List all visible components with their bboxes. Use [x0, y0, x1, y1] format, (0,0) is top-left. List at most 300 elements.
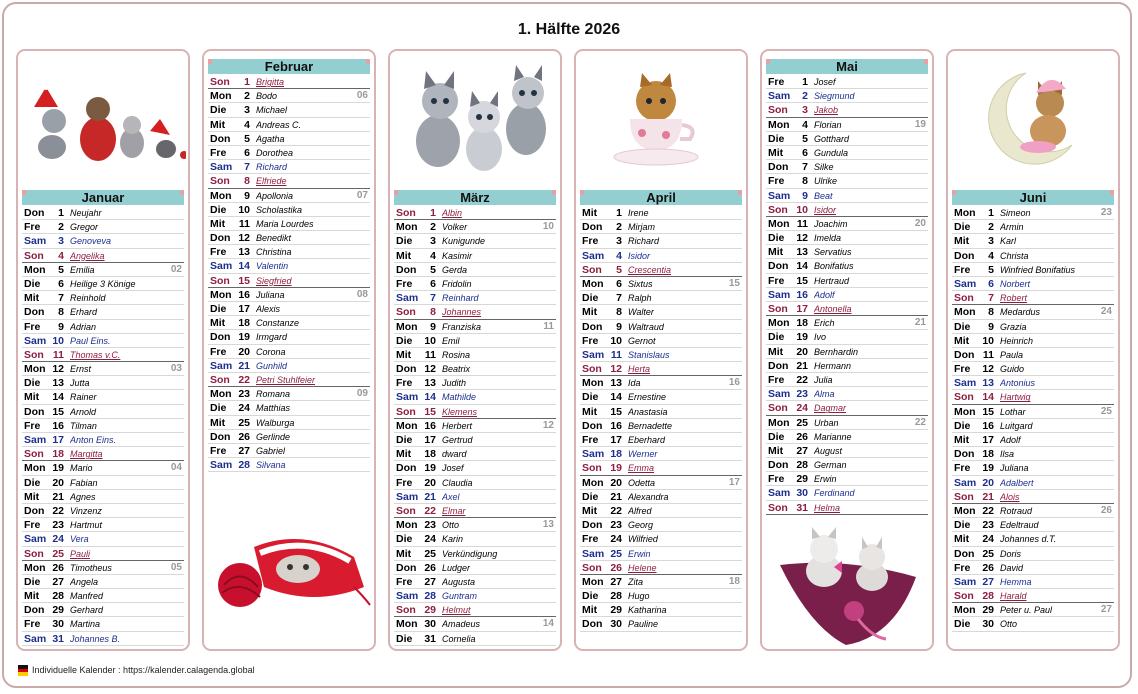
weekday-label: Sam	[768, 288, 791, 301]
day-number: 13	[982, 377, 994, 390]
name-day: Adolf	[1000, 435, 1021, 445]
weekday-label: Don	[396, 363, 417, 376]
name-day: Timotheus	[70, 562, 112, 573]
name-day: Josef	[814, 77, 836, 87]
name-day: Anton Eins.	[70, 435, 117, 445]
day-number: 25	[52, 547, 64, 560]
name-day: Amadeus	[442, 619, 481, 630]
day-row	[22, 320, 184, 334]
weekday-label: Fre	[582, 235, 599, 248]
day-row	[208, 89, 370, 103]
name-day: Gertrud	[442, 435, 473, 445]
name-day: Isidor	[628, 250, 651, 261]
weekday-label: Die	[582, 292, 599, 305]
name-day: Emilia	[70, 264, 95, 275]
weekday-label: Sam	[210, 459, 233, 472]
day-row	[580, 320, 742, 334]
weekday-label: Don	[768, 359, 789, 372]
day-number: 7	[988, 292, 994, 305]
day-number: 4	[802, 118, 808, 131]
day-number: 1	[244, 76, 250, 88]
day-number: 26	[796, 430, 808, 443]
weekday-label: Mit	[954, 235, 970, 248]
weekday-label: Don	[24, 306, 45, 319]
day-row	[208, 330, 370, 344]
name-day: Guntram	[442, 591, 478, 602]
name-day: Isidor	[814, 204, 837, 215]
day-number: 4	[244, 118, 250, 131]
day-row	[394, 518, 556, 532]
day-number: 16	[238, 288, 250, 301]
day-row	[766, 501, 928, 515]
day-row	[580, 561, 742, 575]
day-number: 23	[424, 519, 436, 532]
name-day: dward	[442, 449, 467, 460]
weekday-label: Mit	[396, 348, 412, 361]
day-row	[952, 362, 1114, 376]
name-day: Irene	[628, 208, 649, 218]
day-row	[394, 249, 556, 263]
weekday-label: Don	[768, 161, 789, 174]
day-row	[208, 174, 370, 188]
weekday-label: Die	[954, 320, 971, 333]
weekday-label: Mon	[582, 575, 604, 588]
day-number: 26	[982, 561, 994, 574]
week-number: 15	[728, 277, 740, 289]
name-day: Eberhard	[628, 435, 666, 445]
day-row	[22, 334, 184, 348]
day-number: 31	[52, 632, 64, 645]
name-day: Ernestine	[628, 392, 667, 403]
day-number: 21	[610, 490, 622, 503]
day-number: 6	[616, 277, 622, 290]
day-row	[952, 334, 1114, 348]
day-number: 8	[802, 175, 808, 188]
weekday-label: Don	[24, 604, 45, 617]
day-row	[766, 89, 928, 103]
name-day: Hemma	[1000, 576, 1032, 587]
weekday-label: Mon	[210, 90, 232, 103]
weekday-label: Mon	[954, 405, 976, 418]
name-day: Augusta	[442, 576, 476, 587]
weekday-label: Sam	[210, 359, 233, 372]
day-number: 5	[58, 263, 64, 276]
day-number: 15	[610, 405, 622, 418]
day-row	[952, 249, 1114, 263]
day-row	[394, 504, 556, 518]
weekday-label: Fre	[768, 76, 785, 88]
name-day: Gerlinde	[256, 431, 291, 442]
day-row	[208, 217, 370, 231]
day-number: 14	[424, 391, 436, 404]
name-day: Irmgard	[256, 332, 288, 343]
name-day: Gotthard	[814, 133, 850, 144]
name-day: Agatha	[256, 133, 285, 144]
day-row	[22, 447, 184, 461]
day-number: 19	[238, 331, 250, 344]
weekday-label: Mit	[954, 334, 970, 347]
day-number: 3	[802, 104, 808, 117]
day-row	[580, 390, 742, 404]
weekday-label: Fre	[396, 277, 413, 290]
day-row	[952, 348, 1114, 362]
weekday-label: Sam	[24, 434, 47, 446]
name-day: Corona	[256, 346, 286, 357]
day-row	[208, 444, 370, 458]
day-row	[766, 430, 928, 444]
day-number: 15	[796, 274, 808, 287]
name-day: Doris	[1000, 548, 1022, 559]
day-number: 24	[238, 402, 250, 415]
day-number: 26	[424, 561, 436, 574]
name-day: Rosina	[442, 349, 471, 360]
day-row	[394, 617, 556, 631]
day-number: 14	[982, 391, 994, 404]
name-day: Constanze	[256, 318, 300, 329]
name-day: Genoveva	[70, 236, 112, 247]
day-row	[952, 561, 1114, 575]
weekday-label: Fre	[582, 533, 599, 546]
name-day: Ernst	[70, 364, 92, 375]
day-number: 24	[610, 533, 622, 546]
day-number: 29	[982, 604, 994, 617]
name-day: Juliana	[256, 289, 285, 300]
name-day: Johannes d.T.	[1000, 534, 1057, 545]
week-number: 04	[170, 462, 182, 474]
day-row	[208, 103, 370, 117]
day-row	[22, 433, 184, 447]
name-day: Walter	[628, 307, 654, 318]
name-day: Peter u. Paul	[1000, 605, 1053, 616]
weekday-label: Fre	[954, 263, 971, 276]
weekday-label: Mit	[768, 345, 784, 358]
christmas-kittens-image	[24, 79, 186, 167]
day-row	[580, 461, 742, 475]
day-number: 9	[58, 320, 64, 333]
day-row	[208, 359, 370, 373]
name-day: Pauli	[70, 548, 91, 559]
weekday-label: Fre	[24, 221, 41, 234]
day-row	[208, 189, 370, 203]
name-day: Edeltraud	[1000, 520, 1039, 531]
month-column-januar	[16, 49, 190, 651]
day-row	[22, 362, 184, 376]
day-number: 8	[58, 306, 64, 319]
day-number: 19	[424, 462, 436, 475]
weekday-label: Die	[396, 334, 413, 347]
weekday-label: Die	[768, 132, 785, 145]
day-number: 6	[58, 277, 64, 290]
name-day: Andreas C.	[256, 119, 302, 130]
day-number: 30	[424, 618, 436, 631]
month-column-mai	[760, 49, 934, 651]
name-day: Claudia	[442, 477, 473, 488]
month-header-mai: Mai	[766, 59, 928, 74]
day-row	[208, 231, 370, 245]
month-column-april	[574, 49, 748, 651]
weekday-label: Mit	[24, 590, 40, 603]
day-number: 11	[610, 348, 622, 361]
name-day: Romana	[256, 389, 291, 400]
day-row	[952, 461, 1114, 475]
name-day: Florian	[814, 119, 842, 130]
day-row	[766, 401, 928, 415]
day-row	[952, 206, 1114, 220]
weekday-label: Mit	[768, 444, 784, 457]
day-row	[208, 132, 370, 146]
weekday-label: Fre	[582, 434, 599, 446]
name-day: Hugo	[628, 591, 650, 602]
weekday-label: Son	[768, 104, 788, 117]
name-day: Erich	[814, 318, 835, 329]
day-row	[952, 305, 1114, 319]
name-day: Ulrike	[814, 176, 838, 187]
name-day: Dagmar	[814, 403, 847, 414]
name-day: Crescentia	[628, 264, 672, 275]
name-day: Erwin	[814, 474, 837, 485]
name-day: Bonifatius	[814, 261, 854, 272]
day-number: 17	[610, 434, 622, 446]
day-number: 30	[982, 618, 994, 631]
weekday-label: Mon	[210, 288, 232, 301]
name-day: Julia	[814, 374, 833, 385]
day-number: 30	[796, 487, 808, 500]
day-row	[22, 561, 184, 575]
name-day: Gunhild	[256, 360, 288, 371]
weekday-label: Mit	[210, 217, 226, 230]
day-number: 28	[796, 459, 808, 472]
day-number: 24	[52, 533, 64, 546]
day-number: 23	[610, 519, 622, 532]
name-day: Lothar	[1000, 406, 1026, 417]
day-number: 4	[58, 249, 64, 262]
weekday-label: Don	[210, 430, 231, 443]
name-day: Verkündigung	[442, 548, 498, 559]
name-day: Valentin	[256, 261, 289, 272]
day-number: 23	[982, 519, 994, 532]
weekday-label: Don	[24, 504, 45, 517]
day-row	[580, 206, 742, 220]
day-number: 21	[796, 359, 808, 372]
weekday-label: Sam	[396, 292, 419, 305]
weekday-label: Fre	[24, 419, 41, 432]
day-number: 26	[238, 430, 250, 443]
weekday-label: Don	[582, 419, 603, 432]
day-row	[22, 589, 184, 603]
day-number: 10	[982, 334, 994, 347]
name-day: Vera	[70, 534, 89, 545]
day-number: 1	[616, 207, 622, 219]
weekday-label: Son	[954, 292, 974, 305]
day-number: 8	[988, 306, 994, 319]
day-row	[22, 518, 184, 532]
day-number: 18	[238, 317, 250, 330]
day-row	[22, 504, 184, 518]
day-number: 9	[616, 320, 622, 333]
footer	[18, 665, 255, 676]
weekday-label: Son	[396, 504, 416, 517]
weekday-label: Mit	[582, 405, 598, 418]
day-row	[580, 234, 742, 248]
day-number: 4	[988, 249, 994, 262]
name-day: Fridolin	[442, 278, 472, 289]
weekday-label: Sam	[582, 547, 605, 560]
day-row	[208, 416, 370, 430]
day-row	[208, 274, 370, 288]
day-row	[22, 461, 184, 475]
weekday-label: Mon	[768, 416, 790, 429]
name-day: Otto	[1000, 619, 1018, 630]
day-number: 28	[610, 590, 622, 603]
month-header-januar: Januar	[22, 190, 184, 205]
name-day: Gregor	[70, 222, 99, 233]
name-day: Silke	[814, 162, 834, 173]
week-number: 02	[170, 263, 182, 275]
day-number: 2	[244, 90, 250, 103]
name-day: Bodo	[256, 91, 278, 102]
month-column-maerz	[388, 49, 562, 651]
day-row	[580, 249, 742, 263]
weekday-label: Mit	[582, 604, 598, 617]
day-row	[394, 376, 556, 390]
weekday-label: Fre	[396, 575, 413, 588]
name-day: Helene	[628, 562, 657, 573]
day-list-maerz	[394, 206, 556, 646]
month-header-juni: Juni	[952, 190, 1114, 205]
day-row	[766, 189, 928, 203]
day-row	[952, 320, 1114, 334]
day-number: 19	[52, 462, 64, 475]
footer-text[interactable]: Individuelle Kalender : https://kalender.calagenda.global	[32, 665, 255, 675]
day-row	[394, 561, 556, 575]
weekday-label: Son	[24, 448, 44, 461]
day-row	[394, 263, 556, 277]
day-row	[580, 532, 742, 546]
day-row	[766, 160, 928, 174]
day-number: 25	[424, 547, 436, 560]
day-row	[952, 405, 1114, 419]
name-day: Ilsa	[1000, 449, 1015, 460]
name-day: German	[814, 460, 847, 471]
weekday-label: Sam	[954, 277, 977, 290]
name-day: Hartmut	[70, 520, 103, 531]
kitten-on-moon-image	[986, 67, 1086, 167]
name-day: Simeon	[1000, 208, 1031, 218]
name-day: Armin	[1000, 222, 1024, 233]
weekday-label: Son	[210, 175, 230, 188]
day-list-april	[580, 206, 742, 632]
name-day: Stanislaus	[628, 349, 670, 360]
weekday-label: Son	[954, 490, 974, 503]
day-number: 13	[52, 377, 64, 390]
weekday-label: Don	[396, 263, 417, 276]
weekday-label: Fre	[768, 373, 785, 386]
day-row	[22, 390, 184, 404]
day-row	[208, 288, 370, 302]
name-day: Siegfried	[256, 275, 292, 286]
name-day: Adalbert	[1000, 477, 1034, 488]
day-number: 2	[616, 221, 622, 234]
day-row	[580, 447, 742, 461]
weekday-label: Sam	[768, 90, 791, 103]
weekday-label: Die	[396, 434, 413, 446]
day-number: 16	[982, 419, 994, 432]
day-row	[580, 575, 742, 589]
day-row	[952, 547, 1114, 561]
weekday-label: Mon	[396, 320, 418, 333]
name-day: Gerda	[442, 264, 468, 275]
day-number: 11	[238, 217, 250, 230]
day-number: 22	[238, 373, 250, 386]
day-row	[208, 345, 370, 359]
day-number: 30	[610, 618, 622, 631]
day-number: 29	[796, 473, 808, 486]
day-row	[952, 433, 1114, 447]
weekday-label: Mon	[954, 306, 976, 319]
day-number: 11	[52, 348, 64, 361]
day-row	[394, 234, 556, 248]
day-row	[208, 259, 370, 273]
weekday-label: Sam	[24, 632, 47, 645]
weekday-label: Don	[582, 221, 603, 234]
name-day: Alma	[814, 389, 835, 400]
day-number: 20	[238, 345, 250, 358]
week-number: 13	[542, 519, 554, 531]
day-number: 16	[424, 419, 436, 432]
name-day: Waltraud	[628, 321, 664, 332]
weekday-label: Mon	[24, 363, 46, 376]
name-day: Jutta	[70, 378, 90, 389]
week-number: 22	[914, 416, 926, 428]
day-row	[580, 547, 742, 561]
week-number: 16	[728, 377, 740, 389]
day-number: 7	[802, 161, 808, 174]
day-row	[766, 245, 928, 259]
day-number: 25	[982, 547, 994, 560]
day-row	[208, 118, 370, 132]
day-row	[766, 486, 928, 500]
flag-icon	[18, 665, 28, 676]
day-list-mai	[766, 75, 928, 515]
weekday-label: Die	[768, 430, 785, 443]
day-number: 5	[802, 132, 808, 145]
weekday-label: Sam	[768, 189, 791, 202]
day-number: 2	[58, 221, 64, 234]
day-row	[22, 632, 184, 646]
day-number: 15	[982, 405, 994, 418]
weekday-label: Sam	[768, 487, 791, 500]
name-day: Michael	[256, 105, 288, 116]
name-day: Kunigunde	[442, 236, 486, 247]
day-row	[766, 259, 928, 273]
day-row	[394, 532, 556, 546]
weekday-label: Die	[210, 303, 227, 315]
name-day: Luitgard	[1000, 420, 1033, 431]
weekday-label: Son	[24, 547, 44, 560]
day-number: 1	[58, 207, 64, 219]
weekday-label: Mon	[210, 388, 232, 401]
name-day: Scholastika	[256, 204, 303, 215]
weekday-label: Die	[768, 331, 785, 344]
day-row	[952, 476, 1114, 490]
weekday-label: Mit	[582, 306, 598, 319]
weekday-label: Fre	[768, 473, 785, 486]
day-number: 15	[52, 405, 64, 418]
name-day: Georg	[628, 520, 654, 531]
weekday-label: Don	[210, 232, 231, 245]
day-row	[208, 458, 370, 472]
name-day: Reinhold	[70, 293, 106, 304]
